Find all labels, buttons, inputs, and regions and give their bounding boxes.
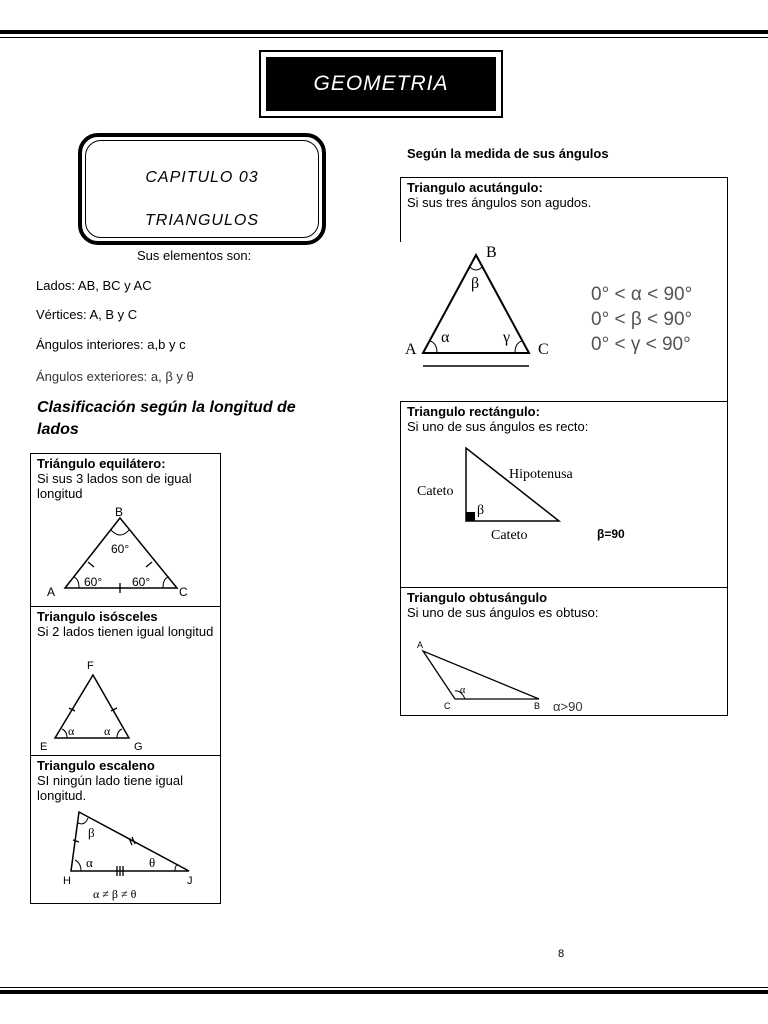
page-number: 8 <box>558 948 565 960</box>
table-row-equilateral <box>31 454 220 606</box>
angle-label: 60° <box>111 542 130 556</box>
table-row-right <box>401 401 727 588</box>
gamma-label: γ <box>503 329 511 346</box>
angle-label: 60° <box>84 575 103 589</box>
elements-interior-angles: Ángulos interiores: a,b y c <box>36 337 186 352</box>
table-row-isosceles <box>31 606 220 756</box>
leg-label: Cateto <box>417 484 454 499</box>
vertex-b-label: B <box>115 505 124 519</box>
scalene-triangle-figure <box>31 756 222 904</box>
vertex-g-label: G <box>134 741 143 753</box>
row-title: Triangulo escaleno <box>37 758 155 773</box>
elements-intro: Sus elementos son: <box>137 248 252 263</box>
right-triangle-figure <box>401 402 729 588</box>
top-rule-thick <box>0 30 768 34</box>
condition-gamma: 0° < γ < 90° <box>591 334 691 355</box>
alpha-label: α <box>86 855 93 870</box>
row-desc: Si uno de sus ángulos es obtuso: <box>407 605 599 620</box>
right-angle-note: β=90 <box>597 527 625 541</box>
row-title: Triangulo obtusángulo <box>407 590 548 605</box>
elements-sides: Lados: AB, BC y AC <box>36 278 152 293</box>
vertex-c-label: C <box>179 585 188 599</box>
hypotenuse-label: Hipotenusa <box>509 467 573 482</box>
acute-triangle-figure <box>401 178 729 401</box>
vertex-a-label: A <box>417 640 424 650</box>
vertex-h-label: H <box>63 875 71 887</box>
chapter-number: CAPITULO 03 <box>145 169 259 186</box>
condition-beta: 0° < β < 90° <box>591 309 693 330</box>
beta-label: β <box>88 825 95 840</box>
condition-alpha: 0° < α < 90° <box>591 284 693 305</box>
table-row-acute <box>401 178 727 401</box>
elements-vertices: Vértices: A, B y C <box>36 307 138 322</box>
vertex-e-label: E <box>40 741 48 753</box>
vertex-a-label: A <box>47 585 56 599</box>
top-rule-thin <box>0 37 768 38</box>
page-title: GEOMETRIA <box>266 57 496 111</box>
row-title: Triangulo rectángulo: <box>407 404 540 419</box>
chapter-box <box>78 133 326 245</box>
alpha-label: α <box>104 724 111 738</box>
angles-classification-table <box>400 177 728 716</box>
row-title: Triangulo isósceles <box>37 609 158 624</box>
beta-label: β <box>471 275 480 292</box>
alpha-label: α <box>460 685 466 696</box>
angle-relation: α ≠ β ≠ θ <box>93 887 137 901</box>
sides-classification-table <box>30 453 221 904</box>
alpha-label: α <box>441 329 450 346</box>
chapter-topic: TRIANGULOS <box>144 212 259 229</box>
equilateral-triangle-figure <box>31 454 222 606</box>
table-row-obtuse <box>401 587 727 716</box>
right-section-heading: Según la medida de sus ángulos <box>407 146 609 161</box>
vertex-b-label: B <box>486 244 497 261</box>
row-desc: Si sus 3 lados son de igual longitud <box>37 471 192 501</box>
elements-exterior-angles: Ángulos exteriores: a, β y θ <box>36 369 194 384</box>
vertex-b-label: B <box>534 701 541 711</box>
isosceles-triangle-figure <box>31 607 222 756</box>
row-desc: Si sus tres ángulos son agudos. <box>407 195 592 210</box>
vertex-a-label: A <box>405 341 417 358</box>
row-desc: Si 2 lados tienen igual longitud <box>37 624 214 639</box>
obtuse-angle-note: α>90 <box>553 699 583 714</box>
vertex-c-label: C <box>538 341 549 358</box>
vertex-f-label: F <box>87 660 94 672</box>
vertex-j-label: J <box>187 875 193 887</box>
row-title: Triángulo equilátero: <box>37 456 166 471</box>
table-row-scalene <box>31 755 220 904</box>
row-title: Triangulo acutángulo: <box>407 180 543 195</box>
beta-label: β <box>477 503 485 518</box>
row-desc: Si uno de sus ángulos es recto: <box>407 419 589 434</box>
alpha-label: α <box>68 724 75 738</box>
bottom-rule-thin <box>0 987 768 988</box>
title-box <box>259 50 503 118</box>
obtuse-triangle-figure <box>401 588 729 716</box>
bottom-rule-thick <box>0 990 768 994</box>
vertex-c-label: C <box>444 701 451 711</box>
row-desc: SI ningún lado tiene igual longitud. <box>37 773 184 803</box>
angle-label: 60° <box>132 575 151 589</box>
left-section-heading: Clasificación según la longitud de lados <box>37 399 296 438</box>
theta-label: θ <box>149 855 156 870</box>
leg-label: Cateto <box>491 528 528 543</box>
